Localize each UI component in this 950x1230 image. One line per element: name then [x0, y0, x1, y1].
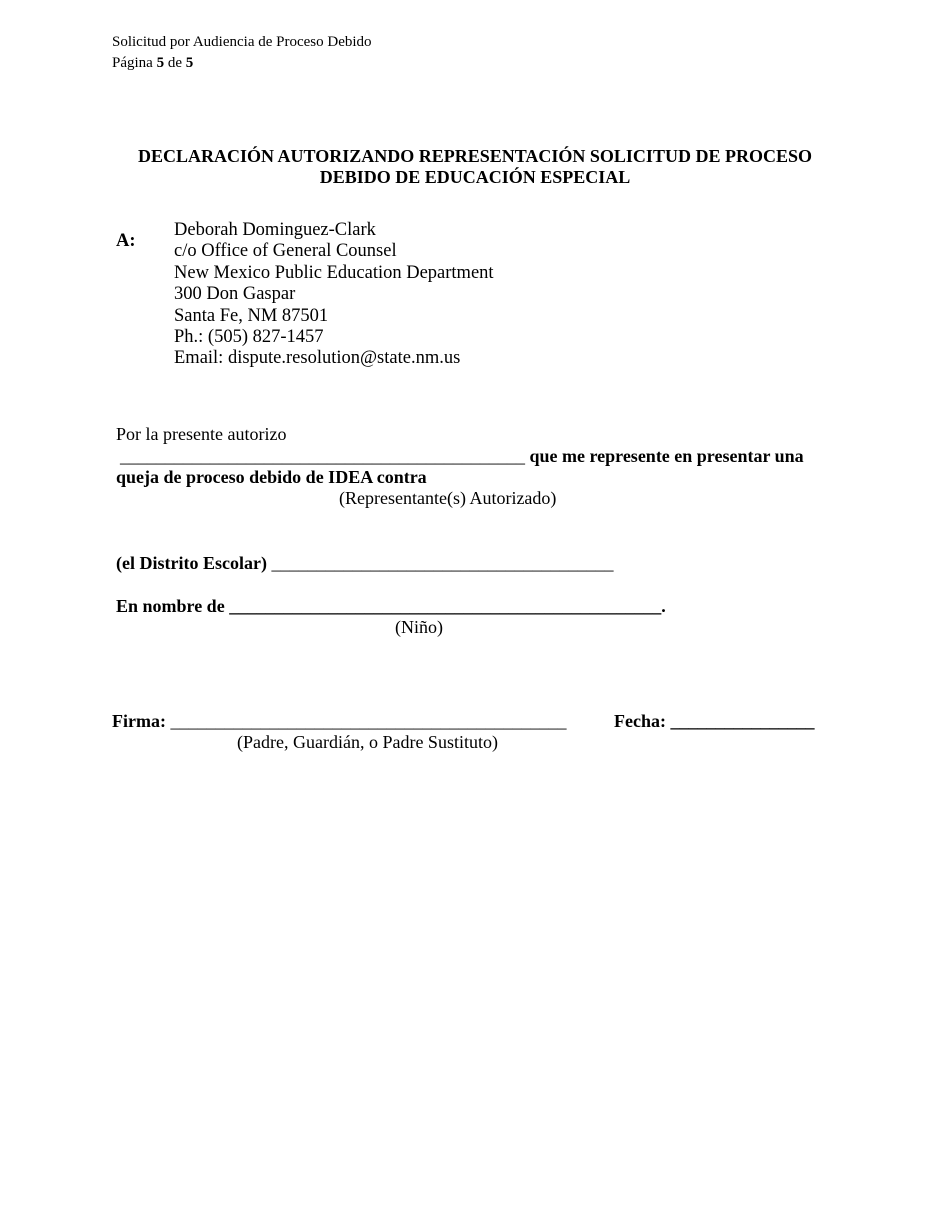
recipient-office: c/o Office of General Counsel: [174, 241, 397, 262]
representative-caption: (Representante(s) Autorizado): [339, 488, 557, 508]
recipient-phone: Ph.: (505) 827-1457: [174, 327, 324, 348]
on-behalf-line: [116, 596, 666, 617]
document-title-line-2: DEBIDO DE EDUCACIÓN ESPECIAL: [319, 167, 631, 187]
page-prefix: Página: [112, 55, 157, 71]
document-title-line-1: DECLARACIÓN AUTORIZANDO REPRESENTACIÓN SOLICITUD DE PROCESO: [138, 146, 812, 166]
running-header-title: Solicitud por Audiencia de Proceso Debido: [112, 34, 372, 50]
page-current: 5: [156, 55, 165, 71]
recipient-email: Email: dispute.resolution@state.nm.us: [174, 348, 461, 369]
authorization-intro: Por la presente autorizo: [116, 424, 287, 444]
authorization-line-2: [120, 446, 804, 467]
recipient-city: Santa Fe, NM 87501: [174, 305, 329, 326]
authorization-text: que me represente en presentar una: [525, 446, 804, 466]
child-caption: (Niño): [395, 617, 443, 637]
signature-label: Firma:: [112, 711, 166, 731]
on-behalf-label: En nombre de: [116, 596, 225, 616]
date-line: [614, 711, 814, 732]
child-blank[interactable]: ________________________________________________.: [224, 596, 666, 616]
page-of: de: [164, 55, 186, 71]
authorization-line-3: queja de proceso debido de IDEA contra: [116, 467, 427, 487]
recipient-label: A:: [116, 231, 136, 251]
district-blank[interactable]: ______________________________________: [266, 553, 614, 573]
signature-blank[interactable]: ____________________________________________: [165, 711, 567, 731]
signature-caption: (Padre, Guardián, o Padre Sustituto): [237, 732, 498, 752]
signature-line: [112, 711, 566, 732]
recipient-department: New Mexico Public Education Department: [174, 262, 494, 283]
date-blank[interactable]: ________________: [665, 711, 815, 731]
recipient-address: [174, 220, 494, 370]
page-number: [112, 53, 193, 74]
page-total: 5: [185, 55, 194, 71]
representative-blank[interactable]: _____________________________________________: [120, 446, 525, 466]
date-label: Fecha:: [614, 711, 666, 731]
district-label: (el Distrito Escolar): [116, 553, 267, 573]
recipient-street: 300 Don Gaspar: [174, 284, 296, 305]
recipient-name: Deborah Dominguez-Clark: [174, 220, 376, 240]
district-line: [116, 553, 613, 574]
